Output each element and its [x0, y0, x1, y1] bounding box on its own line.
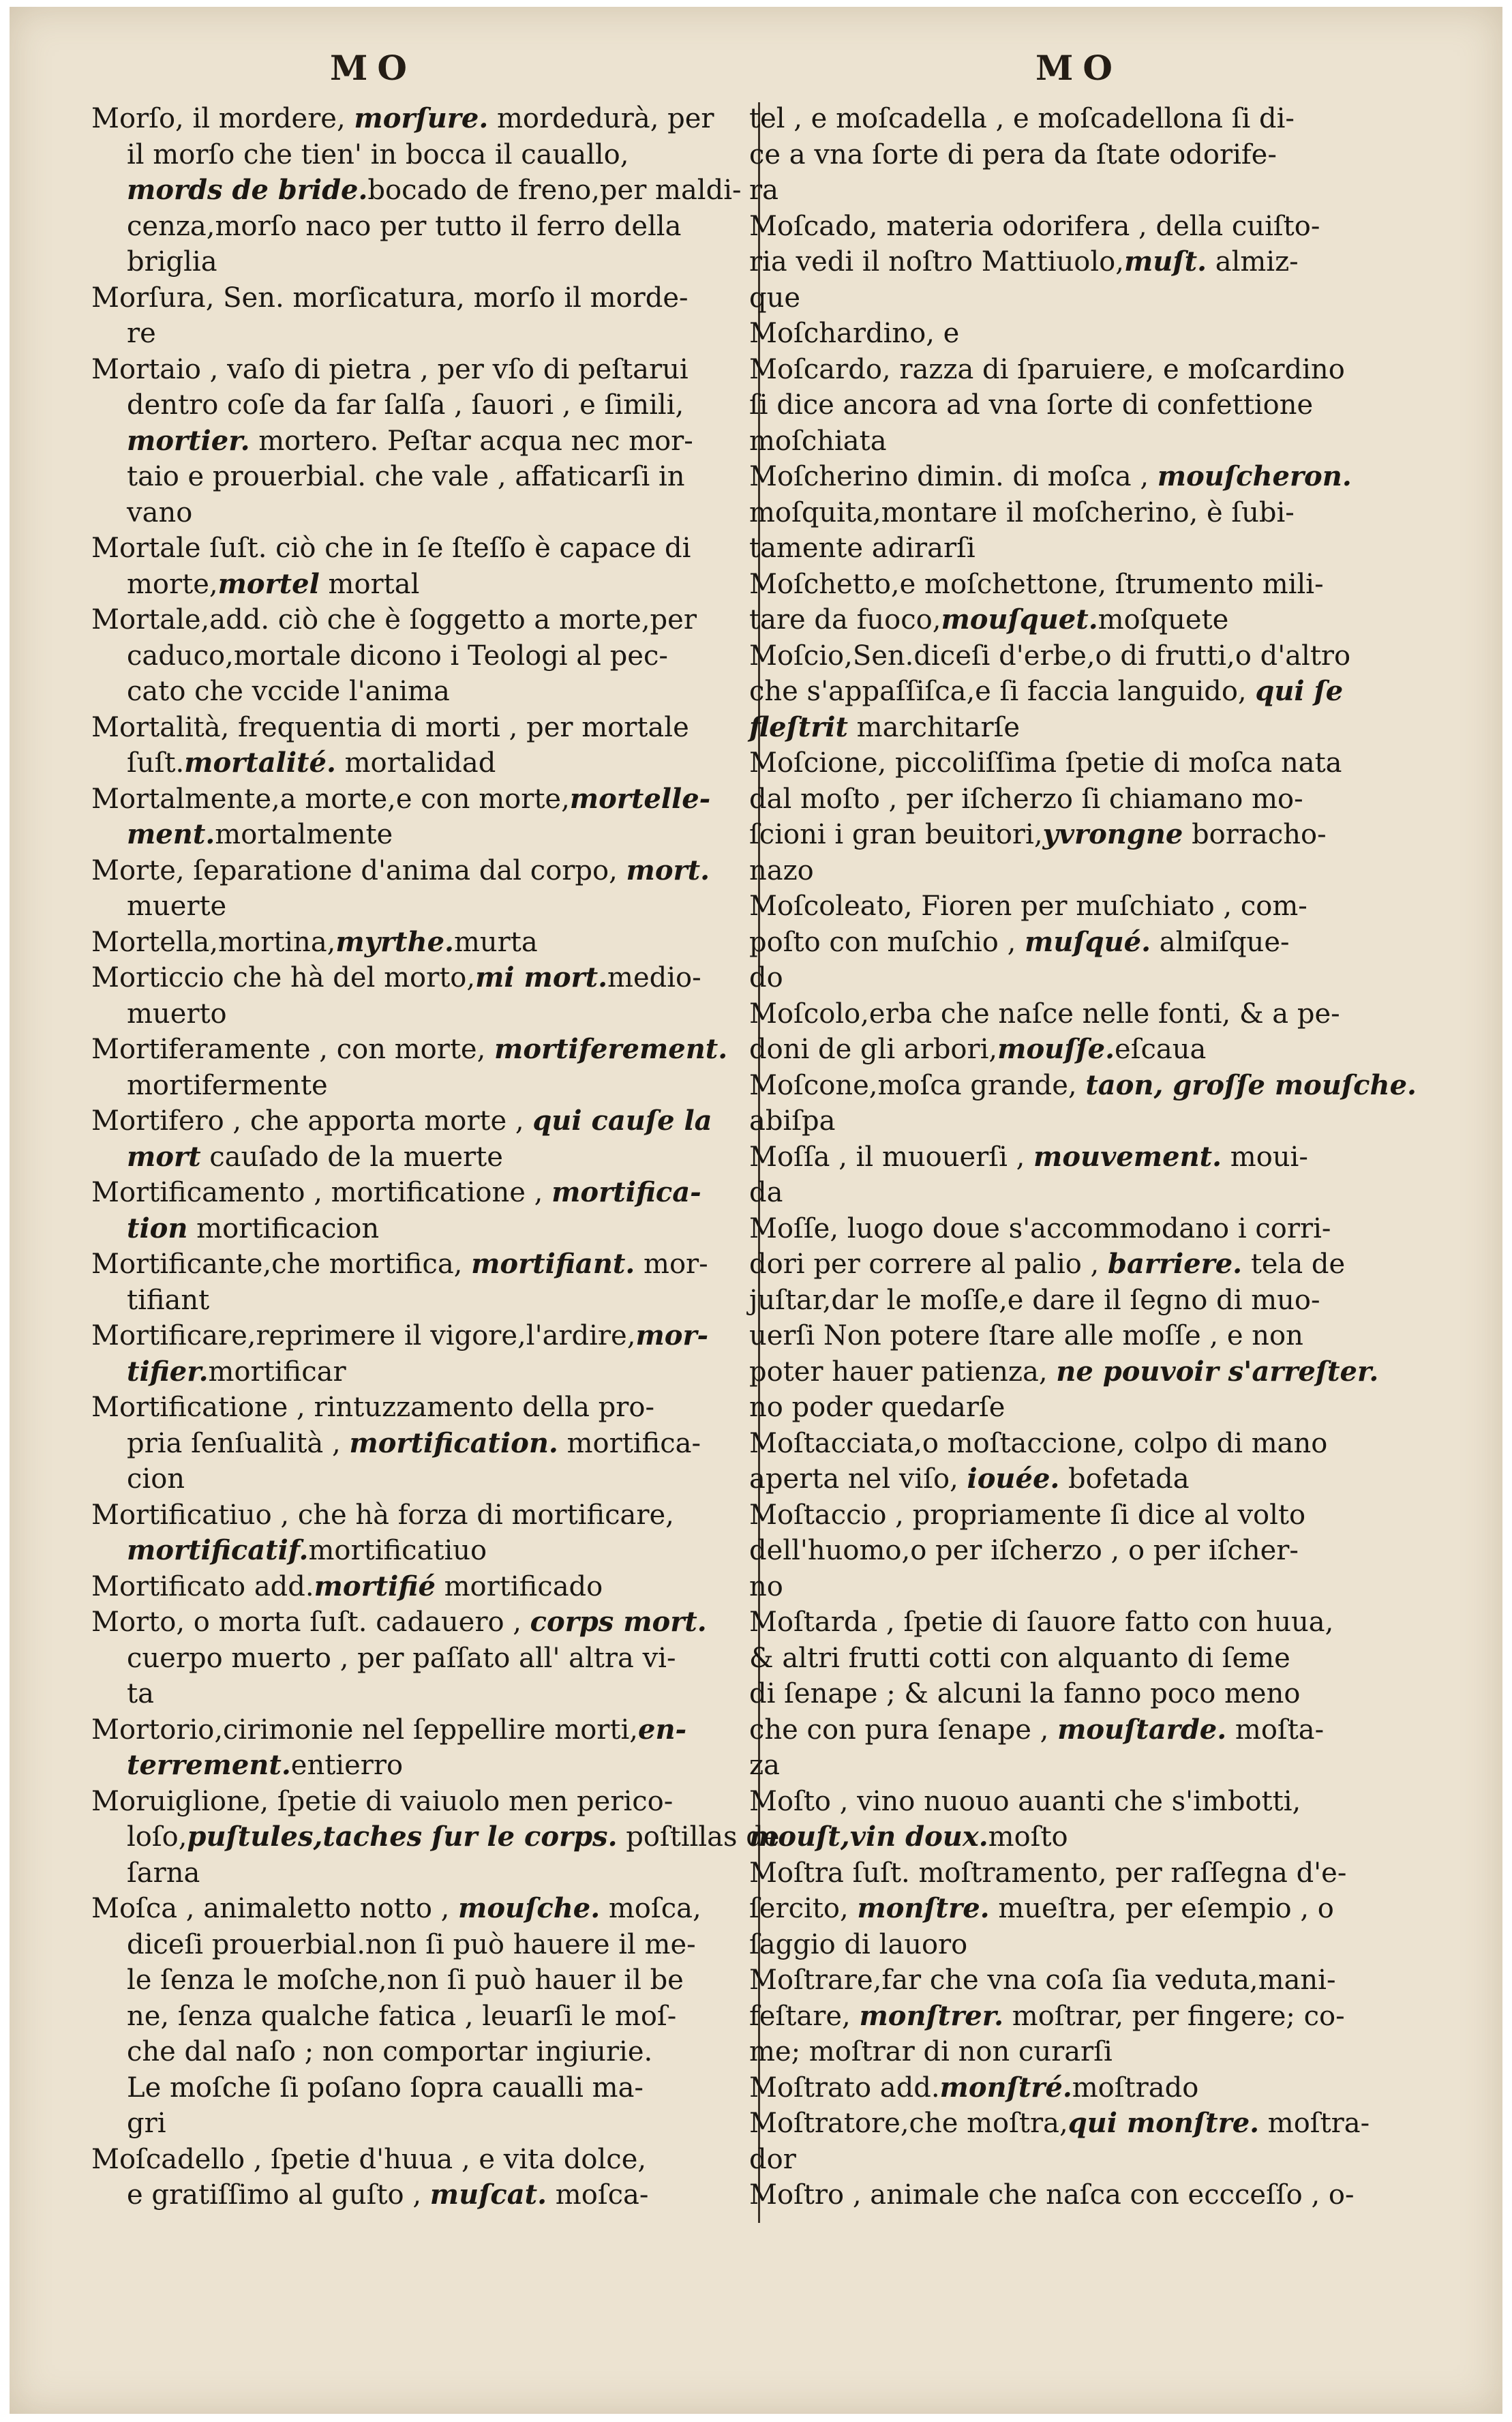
dictionary-line: za: [749, 1750, 780, 1781]
dictionary-line: di ſenape ; & alcuni la fanno poco meno: [749, 1678, 1301, 1709]
dictionary-line: Moſcoleato, Fioren per muſchiato , com-: [749, 891, 1307, 922]
dictionary-line: Mortorio,cirimonie nel ſeppellire morti,en-: [91, 1713, 687, 1746]
dictionary-line: feſtare, monſtrer. moſtrar, per fingere; co-: [749, 1999, 1345, 2032]
dictionary-line: Moſcione, piccoliſſima ſpetie di moſca nata: [749, 747, 1342, 779]
dictionary-line: caduco,mortale dicono i Teologi al pec-: [127, 640, 668, 672]
dictionary-line: Moſcone,moſca grande, taon, groſſe mouſche.: [749, 1068, 1417, 1101]
dictionary-line: ſaggio di lauoro: [749, 1928, 968, 1960]
dictionary-line: che dal naſo ; non comportar ingiurie.: [127, 2036, 653, 2067]
dictionary-line: Mortifero , che apporta morte , qui cauſe la: [91, 1105, 712, 1137]
dictionary-line: Moſchardino, e: [749, 318, 960, 349]
dictionary-line: Mortella,mortina,myrthe.murta: [91, 925, 538, 958]
dictionary-line: doni de gli arbori,mouſſe.eſcaua: [749, 1033, 1207, 1065]
dictionary-line: Moruiglione, ſpetie di vaiuolo men perico-: [91, 1785, 674, 1817]
dictionary-line: tion mortificacion: [127, 1212, 380, 1244]
dictionary-line: da: [749, 1177, 783, 1208]
dictionary-line: che s'appaſſiſca,e ſi faccia languido, qui ſe: [749, 675, 1344, 707]
dictionary-line: dori per correre al palio , barriere. tela de: [749, 1248, 1346, 1280]
dictionary-line: Moſſe, luogo doue s'accommodano i corri-: [749, 1212, 1331, 1244]
dictionary-line: no poder quedarſe: [749, 1392, 1006, 1423]
dictionary-line: uerſi Non potere ſtare alle moſſe , e non: [749, 1320, 1303, 1351]
dictionary-line: mortifermente: [127, 1069, 328, 1101]
dictionary-line: dor: [749, 2143, 796, 2175]
dictionary-line: Moſtratore,che moſtra,qui monſtre. moſtra-: [749, 2107, 1370, 2139]
dictionary-line: il morſo che tien' in bocca il cauallo,: [127, 138, 629, 170]
dictionary-line: ment.mortalmente: [127, 818, 393, 850]
dictionary-line: aperta nel viſo, iouée. bofetada: [749, 1463, 1190, 1495]
dictionary-line: gri: [127, 2108, 166, 2139]
dictionary-line: ſuſt.mortalité. mortalidad: [127, 747, 496, 779]
dictionary-line: briglia: [127, 246, 217, 278]
dictionary-line: re: [127, 318, 156, 349]
dictionary-line: Moſtrato add.monſtré.moſtrado: [749, 2071, 1199, 2104]
dictionary-line: ſi dice ancora ad vna ſorte di confettione: [749, 389, 1314, 421]
dictionary-line: Moſcado, materia odorifera , della cuiſto-: [749, 210, 1320, 242]
dictionary-line: Mortificamento , mortificatione , mortifica-: [91, 1176, 701, 1208]
dictionary-line: cion: [127, 1463, 185, 1495]
dictionary-line: Moſcherino dimin. di moſca , mouſcheron.: [749, 460, 1352, 492]
dictionary-line: moſchiata: [749, 425, 887, 457]
dictionary-line: ſcioni i gran beuitori,yvrongne borracho-: [749, 818, 1327, 850]
dictionary-line: dell'huomo,o per iſcherzo , o per iſcher-: [749, 1535, 1299, 1566]
dictionary-line: Moſcardo, razza di ſparuiere, e moſcardino: [749, 353, 1345, 385]
dictionary-line: Moſcadello , ſpetie d'huua , e vita dolce,: [91, 2143, 647, 2175]
dictionary-line: Morte, ſeparatione d'anima dal corpo, mort.: [91, 854, 710, 886]
dictionary-line: e gratiſſimo al guſto , muſcat. moſca-: [127, 2179, 649, 2211]
dictionary-line: mortier. mortero. Peſtar acqua nec mor-: [127, 424, 693, 457]
dictionary-line: Mortale,add. ciò che è ſoggetto a morte,per: [91, 604, 697, 636]
dictionary-line: Mortificante,che mortifica, mortifiant. mor-: [91, 1248, 708, 1280]
dictionary-line: Moſto , vino nuouo auanti che s'imbotti,: [749, 1785, 1301, 1817]
dictionary-line: Morticcio che hà del morto,mi mort.medio-: [91, 961, 701, 993]
dictionary-line: cato che vccide l'anima: [127, 676, 450, 707]
dictionary-line: me; moſtrar di non curarſi: [749, 2036, 1113, 2067]
dictionary-line: diceſi prouerbial.non ſi può hauere il me-: [127, 1928, 696, 1960]
dictionary-line: vano: [127, 496, 193, 528]
dictionary-line: mouſt,vin doux.moſto: [749, 1821, 1068, 1853]
dictionary-line: moſquita,montare il moſcherino, è ſubi-: [749, 496, 1295, 528]
dictionary-line: Mortificatiuo , che hà forza di mortificare,: [91, 1499, 674, 1531]
dictionary-line: dal moſto , per iſcherzo ſi chiamano mo-: [749, 783, 1303, 815]
dictionary-line: ce a vna ſorte di pera da ſtate odorife-: [749, 138, 1277, 170]
dictionary-line: cenza,morſo naco per tutto il ferro della: [127, 210, 682, 242]
dictionary-line: Morſura, Sen. morſicatura, morſo il morde-: [91, 282, 689, 314]
dictionary-line: do: [749, 962, 783, 993]
dictionary-line: Moſſa , il muouerſi , mouvement. moui-: [749, 1140, 1308, 1173]
dictionary-line: Mortificatione , rintuzzamento della pro-: [91, 1392, 654, 1423]
dictionary-line: Mortale ſuſt. ciò che in ſe ſteſſo è capace di: [91, 533, 691, 564]
dictionary-line: poter hauer patienza, ne pouvoir s'arreſter.: [749, 1355, 1379, 1388]
dictionary-line: ta: [127, 1678, 154, 1709]
dictionary-line: ra: [749, 175, 778, 206]
dictionary-line: poſto con muſchio , muſqué. almiſque-: [749, 925, 1290, 958]
dictionary-line: ria vedi il noſtro Mattiuolo,muſt. almiz-: [749, 245, 1299, 278]
dictionary-line: Le moſche ſi poſano ſopra caualli ma-: [127, 2072, 644, 2104]
dictionary-line: Moſtacciata,o moſtaccione, colpo di mano: [749, 1427, 1328, 1459]
dictionary-line: Moſtro , animale che naſca con eccceſſo , o-: [749, 2179, 1355, 2211]
dictionary-line: le ſenza le moſche,non ſi può hauer il be: [127, 1964, 684, 1996]
dictionary-line: Morto, o morta ſuſt. cadauero , corps mort.: [91, 1606, 707, 1638]
dictionary-line: ne, ſenza qualche fatica , leuarſi le moſ-: [127, 2000, 677, 2032]
dictionary-line: morte,mortel mortal: [127, 567, 420, 600]
dictionary-line: ſercito, monſtre. mueſtra, per eſempio , o: [749, 1892, 1334, 1924]
dictionary-line: Mortificare,reprimere il vigore,l'ardire,mor-: [91, 1319, 709, 1351]
dictionary-line: tel , e moſcadella , e moſcadellona ſi di-: [749, 103, 1295, 134]
dictionary-line: Moſca , animaletto notto , mouſche. moſca,: [91, 1892, 701, 1924]
dictionary-line: Morſo, il mordere, morſure. mordedurà, per: [91, 102, 714, 134]
dictionary-line: Moſtra ſuſt. moſtramento, per raſſegna d'e-: [749, 1857, 1347, 1889]
dictionary-line: Moſchetto,e moſchettone, ſtrumento mili-: [749, 568, 1324, 600]
dictionary-line: mort cauſado de la muerte: [127, 1140, 503, 1173]
dictionary-line: terrement.entierro: [127, 1749, 404, 1781]
dictionary-line: Mortiferamente , con morte, mortiferement.: [91, 1033, 728, 1065]
dictionary-line: Moſcio,Sen.diceſi d'erbe,o di frutti,o d'altro: [749, 640, 1351, 672]
dictionary-line: che con pura ſenape , mouſtarde. moſta-: [749, 1713, 1325, 1746]
dictionary-line: Moſtrare,far che vna coſa ſia veduta,mani-: [749, 1964, 1336, 1996]
right-column: [749, 101, 1417, 2213]
dictionary-line: no: [749, 1570, 783, 1602]
dictionary-line: mortificatif.mortificatiuo: [127, 1534, 487, 1566]
dictionary-line: dentro coſe da far ſalſa , ſauori , e ſimili,: [127, 389, 684, 421]
dictionary-line: muerte: [127, 891, 227, 922]
dictionary-line: nazo: [749, 854, 814, 886]
running-head-right: MO: [1035, 48, 1122, 88]
dictionary-line: muerto: [127, 998, 227, 1030]
dictionary-line: taio e prouerbial. che vale , affaticarſi in: [127, 461, 685, 492]
dictionary-line: tifiant: [127, 1284, 210, 1316]
dictionary-line: Moſcolo,erba che naſce nelle fonti, & a pe-: [749, 998, 1340, 1030]
dictionary-line: que: [749, 282, 801, 314]
dictionary-line: Mortalità, frequentia di morti , per mortale: [91, 711, 689, 743]
dictionary-line: tare da fuoco,mouſquet.moſquete: [749, 603, 1229, 636]
dictionary-line: tamente adirarſi: [749, 533, 976, 564]
dictionary-line: tifier.mortificar: [127, 1355, 346, 1388]
dictionary-line: Moſtaccio , propriamente ſi dice al volto: [749, 1499, 1306, 1531]
running-head-left: MO: [330, 48, 417, 88]
book-page: [10, 7, 1502, 2414]
dictionary-line: Mortaio , vaſo di pietra , per vſo di peſtarui: [91, 353, 689, 385]
dictionary-line: Moſtarda , ſpetie di ſauore fatto con huua,: [749, 1606, 1334, 1638]
dictionary-line: & altri frutti cotti con alquanto di ſeme: [749, 1642, 1290, 1674]
dictionary-line: Mortificato add.mortifié mortificado: [91, 1570, 603, 1602]
dictionary-line: pria ſenſualità , mortification. mortifica-: [127, 1426, 701, 1459]
dictionary-line: loſo,puſtules,taches ſur le corps. poſtillas de: [127, 1821, 780, 1853]
dictionary-line: ſarna: [127, 1857, 200, 1889]
dictionary-line: abiſpa: [749, 1105, 836, 1137]
dictionary-line: Mortalmente,a morte,e con morte,mortelle-: [91, 782, 711, 815]
dictionary-line: mords de bride.bocado de freno,per maldi-: [127, 174, 742, 206]
dictionary-line: juſtar,dar le moſſe,e dare il ſegno di muo-: [749, 1284, 1320, 1316]
dictionary-line: cuerpo muerto , per paſſato all' altra vi-: [127, 1642, 676, 1674]
dictionary-line: fleſtrit marchitarſe: [749, 711, 1020, 743]
